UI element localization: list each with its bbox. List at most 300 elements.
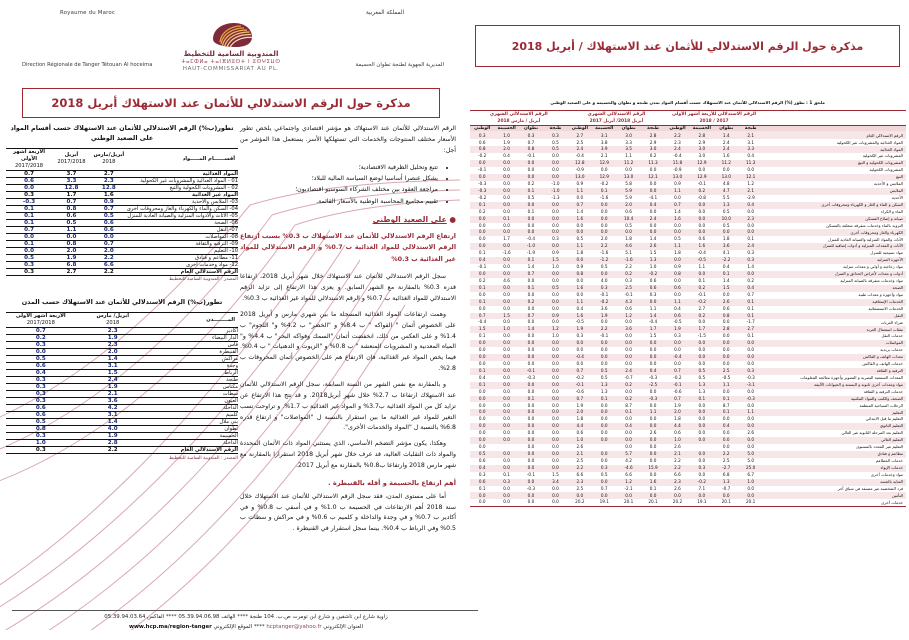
annex-cell: 1.3 — [690, 389, 714, 396]
annex-cell: 2.2 — [592, 243, 616, 250]
annex-cell: 0.2 — [519, 299, 543, 306]
annex-cell: -1.9 — [519, 250, 543, 257]
annex-cell: 2.9 — [641, 139, 665, 146]
annex-cell: -0.2 — [470, 195, 494, 202]
table1-caption: تطور(ب%) الرقم الاستدلالي للأثمان عند الاستهلاك حسب أقسام المواد على الصعيد الوطني — [10, 124, 234, 142]
table2-cell: 3.1 — [76, 412, 150, 419]
annex-row-label: التعليم الثانوي — [763, 423, 906, 430]
paragraph-3: و بالمقارنة مع نفس الشهر من السنة السابقة، سجل الرقم الاستدلالي للأثمان عند الاستهلاك ارتفاعا ب 2.7% خلال شهر أبريل2018. و قد نتج هذا الارتفاع عن تزايد كل من المواد الغذائية ب3.7% و المواد غير الغذائية ب 1.7%. و تراوحت نسب التغير للمواد غير الغذائية ما بين استقرار بالنسبة ل "المواصلات" و ارتفاع قدره 6.8% بالنسبة ل "المواد والخدمات الأخرى". — [240, 380, 457, 432]
annex-cell: 3.0 — [690, 153, 714, 160]
table2-cell: 2.3 — [76, 342, 150, 349]
table2-cell: 0.6 — [6, 412, 76, 419]
annex-cell: 0.0 — [494, 319, 518, 326]
annex-cell: 1.0 — [543, 333, 567, 340]
annex-cell: 3.5 — [616, 146, 640, 153]
table2-row-label: سطات — [150, 391, 238, 398]
annex-cell: 0.0 — [592, 437, 616, 444]
annex-cell: 2.0 — [616, 202, 640, 209]
annex-cell: 12.1 — [738, 174, 762, 181]
annex-cell: 0.0 — [592, 402, 616, 409]
annex-cell: 2.8 — [641, 131, 665, 139]
annex-cell: 1.5 — [641, 333, 665, 340]
annex-row-label: مواد وخدمات أخرى — [763, 472, 906, 479]
table-row — [470, 444, 906, 451]
table2-cell: 0.3 — [6, 342, 76, 349]
table2-header-row — [6, 313, 238, 328]
annex-cell: 2.1 — [738, 131, 762, 139]
annex-cell: 0.0 — [543, 423, 567, 430]
annex-cell: 2.3 — [665, 139, 689, 146]
annex-cell: 0.7 — [568, 202, 592, 209]
annex-cell: 0.0 — [519, 174, 543, 181]
annex-cell: 1.9 — [568, 402, 592, 409]
annex-cell: 0.4 — [641, 202, 665, 209]
table-row — [6, 405, 238, 412]
annex-cell: 0.1 — [470, 368, 494, 375]
annex-cell: 5.8 — [616, 181, 640, 188]
table-row — [470, 195, 906, 202]
table1-cell: 0.0 — [6, 233, 52, 240]
annex-cell: -1.0 — [543, 188, 567, 195]
table2-cell: 1.9 — [76, 335, 150, 342]
annex-cell: 0.0 — [592, 209, 616, 216]
table1-cell: 2.0 — [91, 247, 127, 254]
annex-cell: 0.3 — [470, 131, 494, 139]
table-row — [6, 184, 238, 191]
table1-row-label: 03- الملابس والأحذية — [127, 198, 238, 205]
annex-cell: 0.2 — [690, 313, 714, 320]
annex-cell: 0.0 — [592, 340, 616, 347]
annex-cell: 0.1 — [519, 257, 543, 264]
table1-cell: 0.7 — [6, 170, 52, 177]
annex-cell: 0.1 — [519, 188, 543, 195]
annex-cell: 0.0 — [494, 202, 518, 209]
annex-cell: 2.8 — [714, 326, 738, 333]
annex-cell: 0.1 — [690, 278, 714, 285]
annex-cell: 0.0 — [543, 416, 567, 423]
annex-cell: 1.1 — [690, 264, 714, 271]
table-row — [6, 398, 238, 405]
annex-cell: 1.4 — [714, 131, 738, 139]
annex-cell: 0.3 — [738, 257, 762, 264]
annex-cell: -0.1 — [470, 264, 494, 271]
annex-cell: 0.0 — [592, 423, 616, 430]
table1-cell: 12.8 — [52, 184, 91, 191]
table1-cell: 0.8 — [52, 240, 91, 247]
table-row — [6, 233, 238, 240]
annex-cell: 0.0 — [665, 347, 689, 354]
table1-cell: 0.8 — [52, 205, 91, 212]
annex-cell: 4.6 — [616, 243, 640, 250]
annex-cell: 0.1 — [592, 396, 616, 403]
annex-cell: 0.0 — [616, 347, 640, 354]
annex-row-label: التعليم غير المحدد بالمستوى — [763, 444, 906, 451]
table2-col-cities: المــــــــدن — [150, 313, 238, 328]
table1-total-row — [6, 268, 238, 275]
annex-cell: 0.2 — [519, 181, 543, 188]
annex-cell: 0.0 — [641, 423, 665, 430]
table1-row-label: 10- التعليم — [127, 247, 238, 254]
annex-cell: 2.5 — [568, 486, 592, 493]
annex-cell: 0.0 — [543, 278, 567, 285]
annex-cell: 0.4 — [738, 285, 762, 292]
annex-cell: 0.0 — [543, 451, 567, 458]
annex-cell: 2.0 — [592, 236, 616, 243]
annex-cell: 20.1 — [738, 499, 762, 506]
annex-cell: 0.1 — [470, 333, 494, 340]
annex-cell: 0.0 — [690, 430, 714, 437]
annex-row-label: خدمات أخرى — [763, 499, 906, 506]
annex-cell: -1.5 — [690, 333, 714, 340]
table-row — [470, 368, 906, 375]
annex-cell: -1.0 — [519, 243, 543, 250]
annex-cell: 0.0 — [494, 416, 518, 423]
annex-cell: 0.0 — [470, 243, 494, 250]
annex-table-wrapper — [470, 110, 906, 507]
annex-cell: 0.0 — [714, 444, 738, 451]
annex-cell: 0.0 — [690, 319, 714, 326]
annex-cell: 0.0 — [641, 354, 665, 361]
table-row — [470, 382, 906, 389]
annex-cell: -0.9 — [568, 167, 592, 174]
annex-cell: 0.0 — [494, 389, 518, 396]
annex-cell: -0.1 — [616, 292, 640, 299]
annex-cell: 1.5 — [641, 250, 665, 257]
annex-cell: 5.9 — [616, 195, 640, 202]
annex-cell: 0.0 — [494, 257, 518, 264]
annex-cell: 0.5 — [690, 368, 714, 375]
annex-cell: 0.3 — [494, 479, 518, 486]
annex-cell: 1.6 — [714, 153, 738, 160]
annex-cell: 0.2 — [616, 382, 640, 389]
annex-cell: 0.0 — [616, 354, 640, 361]
annex-row-label: شراء العربات — [763, 319, 906, 326]
table-row — [470, 216, 906, 223]
annex-cell: 0.0 — [494, 382, 518, 389]
table-row — [470, 292, 906, 299]
table1-cell: 1.9 — [52, 254, 91, 261]
table1-header-row — [6, 148, 238, 170]
table2-cell: 0.4 — [6, 370, 76, 377]
annex-cell: 1.0 — [665, 437, 689, 444]
annex-cell: 0.0 — [690, 423, 714, 430]
hcp-logo — [156, 22, 306, 72]
list-item: • تتبع وتحليل الظرفية الاقتصادية؛ — [240, 162, 438, 173]
annex-cell: 3.4 — [543, 479, 567, 486]
annex-cell: 0.5 — [568, 236, 592, 243]
annex-cell: 4.1 — [714, 250, 738, 257]
table1-col-categories: أقســــــام المـــــواد — [127, 148, 238, 170]
annex-cell: -0.2 — [592, 299, 616, 306]
table2-total-row — [6, 447, 238, 454]
annex-cell: 0.5 — [470, 451, 494, 458]
annex-cell: 0.5 — [592, 368, 616, 375]
annex-caption: ملحق 1 : تطور (%) الرقم الاستدلالي للأثمان عند الاستهلاك حسب أقسام المواد بمدن طنجة و تطوان والحسيمة و على الصعيد الوطني — [550, 100, 825, 105]
annex-cell: 0.0 — [592, 409, 616, 416]
annex-cell: 0.0 — [641, 229, 665, 236]
annex-cell: 0.0 — [494, 340, 518, 347]
table1-cell: 0.7 — [52, 198, 91, 205]
annex-cell: 0.0 — [519, 409, 543, 416]
annex-cell: 3.0 — [690, 146, 714, 153]
table-row — [6, 419, 238, 426]
annex-cell: 0.0 — [738, 223, 762, 230]
annex-cell: 2.1 — [665, 451, 689, 458]
table-row — [470, 479, 906, 486]
annex-cell: 1.1 — [641, 409, 665, 416]
table1-col-april-march-main: أبريل/مارس — [93, 152, 125, 159]
annex-cell: 6.8 — [714, 472, 738, 479]
table1-cell: 0.1 — [6, 205, 52, 212]
annex-cell: 0.6 — [665, 430, 689, 437]
annex-cell: 0.0 — [543, 389, 567, 396]
table2-cell: 0.5 — [6, 356, 76, 363]
annex-cell: 1.5 — [714, 285, 738, 292]
annex-cell: 0.0 — [494, 229, 518, 236]
annex-cell: 0.0 — [641, 389, 665, 396]
table1-row-label: 08- المواصلات — [127, 233, 238, 240]
annex-cell: 0.1 — [519, 209, 543, 216]
annex-cell: 2.0 — [665, 409, 689, 416]
annex-cell: 0.1 — [470, 299, 494, 306]
table-row — [6, 261, 238, 268]
annex-cell: -1.3 — [543, 195, 567, 202]
annex-cell: 0.0 — [519, 430, 543, 437]
annex-cell: 0.0 — [470, 223, 494, 230]
table2-row-label: وجدة — [150, 363, 238, 370]
annex-subheader-cell: الوطني — [665, 126, 689, 132]
annex-row-label: الصحة — [763, 285, 906, 292]
annex-cell: 0.0 — [470, 271, 494, 278]
annex-cell: 0.0 — [641, 402, 665, 409]
annex-cell: 2.6 — [568, 444, 592, 451]
annex-cell: 13.0 — [665, 174, 689, 181]
annex-cell: 0.0 — [519, 361, 543, 368]
annex-cell: 0.1 — [690, 396, 714, 403]
kingdom-label-ar: المملكة المغربية — [366, 10, 404, 16]
annex-cell: 1.6 — [568, 216, 592, 223]
annex-row-label: الصحف والكتب والمواد المكتبية — [763, 396, 906, 403]
annex-cell: 19.1 — [690, 499, 714, 506]
annex-cell: 20.1 — [641, 499, 665, 506]
table2-row-label: بني ملال — [150, 419, 238, 426]
annex-cell: 1.4 — [568, 209, 592, 216]
annex-cell: 0.0 — [714, 292, 738, 299]
annex-cell: 0.0 — [714, 319, 738, 326]
annex-cell: -0.3 — [470, 188, 494, 195]
annex-cell: 0.1 — [494, 216, 518, 223]
annex-cell: 0.0 — [494, 486, 518, 493]
annex-cell: 1.6 — [665, 216, 689, 223]
annex-cell: 0.0 — [568, 347, 592, 354]
table-row — [6, 191, 238, 198]
annex-row-label: فرد الشخصية غير مصنفة في سياق آخر — [763, 486, 906, 493]
annex-cell: 1.4 — [738, 264, 762, 271]
annex-cell: 0.0 — [690, 167, 714, 174]
annex-cell: 1.2 — [616, 479, 640, 486]
paragraph-1: سجل الرقم الاستدلالي للأثمان عند الاستهلاك خلال شهر أبريل 2018، ارتفاعا قدره 0.3% بالمقارنة مع الشهر السابق. و يعزى هذا الارتفاع إلى تزايد الرقم الاستدلالي للمواد الغذائية ب 0.7% و الرقم الاستدلالي للمواد غير الغذائية ب 0.3%. — [240, 273, 456, 303]
annex-cell: 0.0 — [665, 223, 689, 230]
annex-cell: 0.0 — [494, 437, 518, 444]
annex-row-label: المواصلات — [763, 340, 906, 347]
table1-row-label: 11- مطاعم و فنادق — [127, 254, 238, 261]
annex-cell: 0.0 — [641, 347, 665, 354]
table2-cell: 1.9 — [76, 433, 150, 440]
annex-cell: 0.1 — [470, 486, 494, 493]
annex-cell: 0.0 — [738, 361, 762, 368]
annex-cell: 12.9 — [690, 160, 714, 167]
annex-cell: 0.1 — [592, 188, 616, 195]
table-row — [470, 278, 906, 285]
annex-cell: 3.6 — [714, 243, 738, 250]
annex-cell: 0.0 — [519, 167, 543, 174]
table2-row-label: الحسيمة — [150, 433, 238, 440]
annex-cell: 1.2 — [543, 326, 567, 333]
annex-cell: -0.1 — [568, 382, 592, 389]
table2-row-label: الدار البيضاء — [150, 335, 238, 342]
annex-cell: 0.0 — [519, 458, 543, 465]
annex-cell: 1.4 — [519, 326, 543, 333]
annex-subheader-cell: الحسيمة — [690, 126, 714, 132]
annex-cell: 0.0 — [470, 354, 494, 361]
annex-cell: -0.7 — [714, 486, 738, 493]
table2-row-label: كلميم — [150, 412, 238, 419]
annex-cell: 0.0 — [543, 458, 567, 465]
table-row — [470, 131, 906, 139]
annex-row-label: المواد الغذائية والمشروبات غير الكحولية — [763, 139, 906, 146]
annex-cell: 0.0 — [543, 209, 567, 216]
annex-cell: 0.0 — [690, 209, 714, 216]
annex-cell: 0.0 — [690, 437, 714, 444]
annex-cell: -0.1 — [690, 292, 714, 299]
annex-cell: 11.3 — [738, 160, 762, 167]
annex-row-label: مواد زجاجية و أواني و معدات منزلية — [763, 264, 906, 271]
annex-cell: 1.1 — [568, 299, 592, 306]
annex-cell: 0.0 — [494, 160, 518, 167]
annex-row-label: الكهرباء والغاز ومحروقات أخرى — [763, 229, 906, 236]
annex-group-0-label: الرقم الاستدلالي الشهري — [489, 112, 548, 117]
table-row — [470, 243, 906, 250]
table-row — [6, 212, 238, 219]
table-row — [6, 426, 238, 433]
annex-cell: 0.0 — [494, 499, 518, 506]
annex-cell: 0.0 — [568, 292, 592, 299]
table-row — [470, 326, 906, 333]
table1-row-label: 06- الصحة — [127, 219, 238, 226]
annex-cell: 0.0 — [738, 416, 762, 423]
annex-cell: 0.5 — [714, 209, 738, 216]
table-row — [6, 328, 238, 335]
annex-cell: 13.0 — [568, 174, 592, 181]
annex-cell: 4.0 — [592, 278, 616, 285]
annex-cell: 0.0 — [568, 223, 592, 230]
annex-cell: 0.0 — [519, 333, 543, 340]
annex-cell: -0.4 — [568, 354, 592, 361]
table-row — [6, 177, 238, 184]
annex-cell: -1.0 — [543, 181, 567, 188]
table-row — [470, 153, 906, 160]
footer-website-url[interactable]: www.hcp.ma/region-tanger — [128, 624, 212, 630]
annex-cell: -0.5 — [665, 319, 689, 326]
table1-col-4months — [6, 148, 52, 170]
table2-col-april-march-main: أبريل/ مارس — [96, 313, 129, 320]
table1-cell: 0.3 — [6, 191, 52, 198]
annex-cell: 0.7 — [519, 139, 543, 146]
annex-row-label: الأحذية — [763, 195, 906, 202]
annex-cell: -0.1 — [470, 167, 494, 174]
table1-cell: 1.1 — [52, 226, 91, 233]
tables-gap — [6, 282, 238, 298]
annex-cell: 0.0 — [738, 389, 762, 396]
table-row — [470, 188, 906, 195]
annex-cell: 0.0 — [470, 389, 494, 396]
annex-cell: 1.3 — [592, 389, 616, 396]
annex-cell: 3.8 — [592, 139, 616, 146]
annex-subheader-cell: تطوان — [519, 126, 543, 132]
annex-cell: 0.1 — [470, 250, 494, 257]
section-heading-cities: أهم ارتفاع بالحسيمة و أقله بالقنيطرة . — [328, 478, 456, 487]
annex-cell: -1.6 — [494, 250, 518, 257]
annex-row-label: خدمات الترفيه و الثقافة — [763, 389, 906, 396]
table1-cell: 3.7 — [52, 170, 91, 177]
annex-cell: 0.0 — [470, 416, 494, 423]
annex-cell: 4.6 — [494, 278, 518, 285]
annex-cell: 0.0 — [665, 492, 689, 499]
annex-cell: 1.3 — [592, 382, 616, 389]
annex-cell: 0.0 — [543, 299, 567, 306]
annex-cell: -3.1 — [738, 382, 762, 389]
table2-cell: 1.9 — [76, 384, 150, 391]
annex-cell: -0.2 — [665, 375, 689, 382]
annex-cell: 0.0 — [494, 243, 518, 250]
table2-caption: تطور(ب%) الرقم الاستدلالي للأثمان عند الاستهلاك حسب المدن — [21, 298, 223, 307]
annex-cell: 0.0 — [519, 451, 543, 458]
annex-cell: 0.0 — [543, 354, 567, 361]
annex-subheader-cell: طنجة — [738, 126, 762, 132]
table-row — [470, 451, 906, 458]
annex-cell: 0.0 — [592, 492, 616, 499]
annex-cell: 3.3 — [616, 139, 640, 146]
annex-cell: 0.0 — [470, 340, 494, 347]
annex-cell: 0.0 — [690, 354, 714, 361]
annex-cell: 0.7 — [738, 292, 762, 299]
table-row — [6, 205, 238, 212]
table1-col-april-sub: 2017/2018 — [57, 159, 86, 166]
right-page — [466, 0, 909, 640]
footer-email-address[interactable]: hcptanger@yahoo.fr — [266, 624, 322, 630]
annex-group-four-months — [665, 111, 763, 126]
annex-row-label: التبغ — [763, 174, 906, 181]
annex-cell: -2.5 — [641, 382, 665, 389]
annex-cell: 0.3 — [519, 131, 543, 139]
annex-cell: 0.0 — [519, 306, 543, 313]
annex-row-label: خدمات الإيواء — [763, 465, 906, 472]
annex-cell: -0.1 — [519, 368, 543, 375]
annex-cell: 15.9 — [641, 465, 665, 472]
annex-cell: 1.6 — [641, 479, 665, 486]
annex-cell: 0.0 — [714, 361, 738, 368]
annex-cell: 2.6 — [641, 430, 665, 437]
annex-cell: 20.1 — [616, 499, 640, 506]
table2-cell: 2.1 — [76, 391, 150, 398]
annex-cell: 0.0 — [543, 430, 567, 437]
annex-cell: 5.7 — [616, 451, 640, 458]
paragraph-5: أما على مستوى المدن، فقد سجل الرقم الاستدلالي للأثمان عند الاستهلاك خلال سنة 2018 أهم الارتفاعات في الحسيمة ب 1.0% و في أسفي ب 0.8% و في أكادير ب 0.7% و في وجدة والداخلة و كلميم ب 0.6% و في مراكش و سطات ب 0.5% وفي الرباط ب 0.4%. بينما سجل استقرار في القنيطرة . — [240, 492, 456, 533]
table2-head — [6, 313, 238, 328]
logo-text-ar: المندوبية السامية للتخطيط — [183, 49, 279, 58]
annex-cell: 1.0 — [568, 437, 592, 444]
table2-cell: 1.4 — [76, 356, 150, 363]
